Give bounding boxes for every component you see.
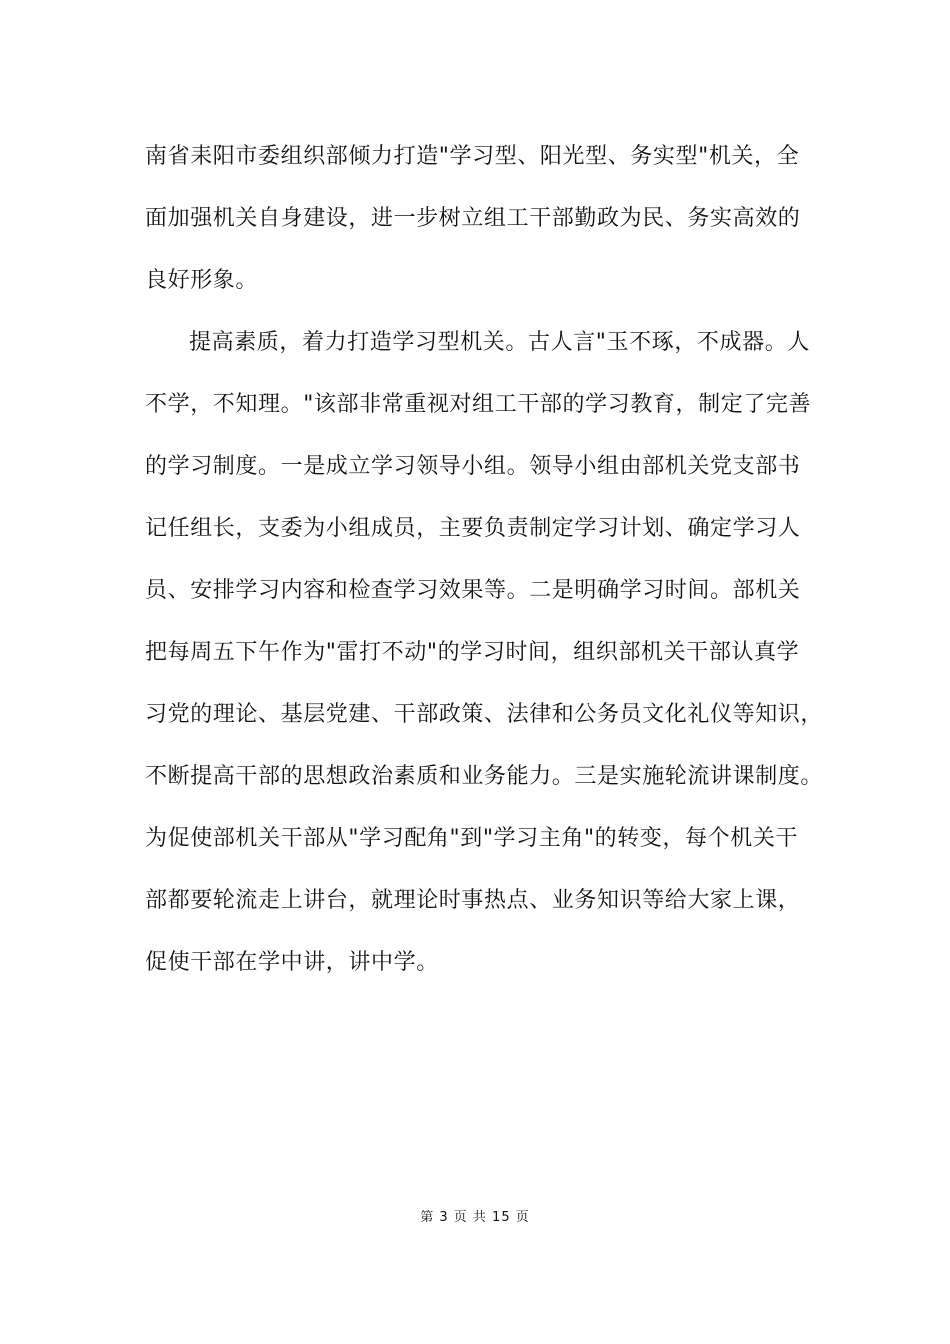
page-footer	[0, 1206, 950, 1225]
text-line: 提高素质，着力打造学习型机关。古人言"玉不琢，不成器。人	[189, 330, 810, 355]
text-line: 良好形象。	[145, 268, 259, 293]
text-line: 不断提高干部的思想政治素质和业务能力。三是实施轮流讲课制度。	[145, 764, 824, 789]
text-line: 不学，不知理。"该部非常重视对组工干部的学习教育，制定了完善	[145, 392, 812, 417]
text-line: 部都要轮流走上讲台，就理论时事热点、业务知识等给大家上课，	[145, 888, 801, 913]
text-line: 促使干部在学中讲，讲中学。	[145, 950, 439, 975]
page-number: 第 3 页 共 15 页	[420, 1210, 530, 1225]
text-line: 习党的理论、基层党建、干部政策、法律和公务员文化礼仪等知识，	[145, 702, 824, 727]
text-line: 记任组长，支委为小组成员，主要负责制定学习计划、确定学习人	[145, 516, 801, 541]
text-line: 的学习制度。一是成立学习领导小组。领导小组由部机关党支部书	[145, 454, 801, 479]
text-line: 南省耒阳市委组织部倾力打造"学习型、阳光型、务实型"机关，全	[145, 144, 800, 169]
text-line: 为促使部机关干部从"学习配角"到"学习主角"的转变，每个机关干	[145, 826, 799, 851]
text-line: 员、安排学习内容和检查学习效果等。二是明确学习时间。部机关	[145, 578, 801, 603]
text-line: 把每周五下午作为"雷打不动"的学习时间，组织部机关干部认真学	[145, 640, 800, 665]
body-text	[145, 130, 835, 998]
text-line: 面加强机关自身建设，进一步树立组工干部勤政为民、务实高效的	[145, 206, 801, 231]
